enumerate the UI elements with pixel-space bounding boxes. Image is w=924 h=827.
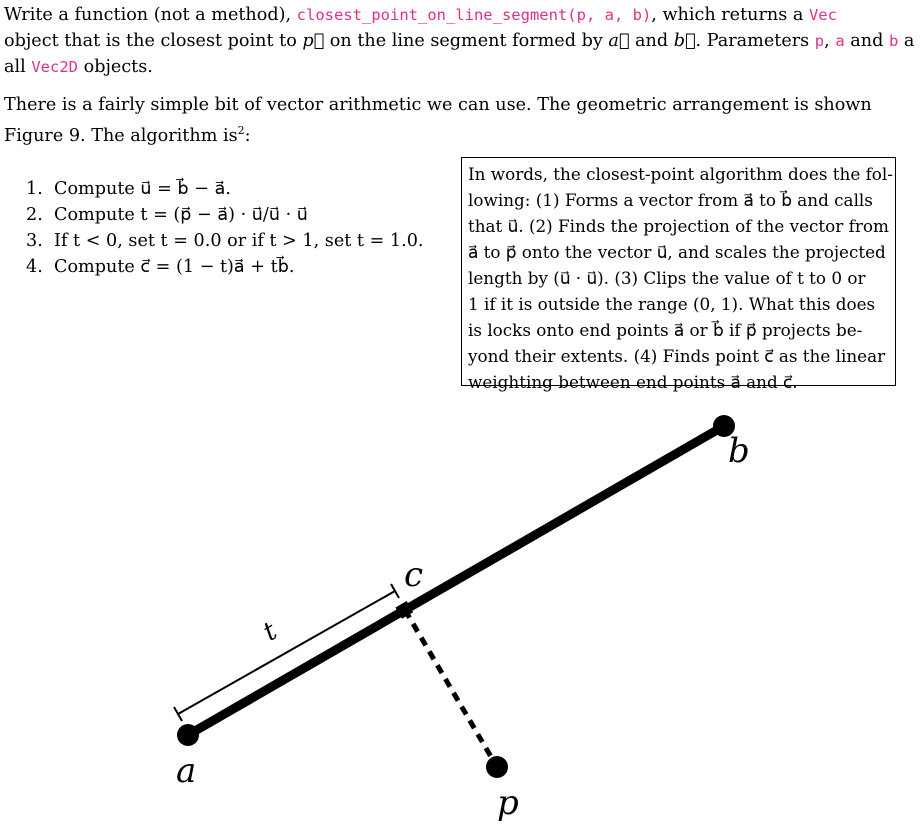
paragraph-text: : bbox=[244, 125, 251, 146]
step-number: 2. bbox=[26, 205, 43, 225]
class-name-code: Vec bbox=[808, 6, 837, 24]
intro-text: and bbox=[844, 31, 889, 51]
point-a bbox=[177, 724, 199, 746]
intro-text: objects. bbox=[78, 57, 153, 77]
vec2d-code: Vec2D bbox=[31, 58, 79, 76]
label-t: t bbox=[258, 616, 283, 648]
label-a: a bbox=[176, 751, 197, 791]
footnote-marker: 2 bbox=[237, 124, 245, 137]
box-line: a⃗ to p⃗ onto the vector u⃗, and scales the projected bbox=[468, 242, 886, 262]
paragraph-line: There is a fairly simple bit of vector arithmetic we can use. The geometric arrangement is shown bbox=[4, 95, 872, 115]
param-a-code: a bbox=[835, 32, 845, 50]
intro-text: object that is the closest point to bbox=[4, 31, 303, 51]
intro-text: a bbox=[898, 31, 915, 51]
intro-text: , which returns a bbox=[651, 5, 809, 25]
t-measure-tick-start bbox=[174, 707, 182, 721]
param-b-code: b bbox=[888, 32, 899, 50]
vector-b: b⃗ bbox=[673, 31, 696, 51]
box-line: lowing: (1) Forms a vector from a⃗ to b⃗ and calls bbox=[468, 190, 873, 210]
vector-p: p⃗ bbox=[302, 31, 325, 51]
function-signature-code: closest_point_on_line_segment(p, a, b) bbox=[296, 6, 652, 24]
vector-a: a⃗ bbox=[608, 31, 630, 51]
box-line: yond their extents. (4) Finds point c⃗ as the linear bbox=[468, 346, 886, 366]
step-text: Compute u⃗ = b⃗ − a⃗. bbox=[54, 179, 231, 199]
intro-text: Write a function (not a method), bbox=[4, 5, 297, 25]
step-text: If t < 0, set t = 0.0 or if t > 1, set t = 1.0. bbox=[54, 231, 424, 251]
segment-ab bbox=[188, 426, 724, 735]
perpendicular-cp bbox=[405, 610, 497, 767]
intro-text: on the line segment formed by bbox=[324, 31, 609, 51]
intro-text: and bbox=[629, 31, 674, 51]
box-line: length by (u⃗ · u⃗). (3) Clips the value of t to 0 or bbox=[468, 268, 866, 288]
label-b: b bbox=[728, 431, 750, 471]
step-number: 1. bbox=[26, 179, 43, 199]
box-line: that u⃗. (2) Finds the projection of the vector from bbox=[468, 216, 889, 236]
box-line: is locks onto end points a⃗ or b⃗ if p⃗ projects be- bbox=[468, 320, 863, 340]
param-p-code: p bbox=[814, 32, 825, 50]
label-p: p bbox=[497, 783, 519, 823]
intro-text: all bbox=[4, 57, 32, 77]
paragraph-text: Figure 9. The algorithm is bbox=[4, 125, 238, 146]
t-measure-line bbox=[178, 591, 395, 714]
box-line: weighting between end points a⃗ and c⃗. bbox=[468, 372, 798, 392]
point-p bbox=[486, 756, 508, 778]
box-line: In words, the closest-point algorithm does the fol- bbox=[468, 164, 893, 184]
step-text: Compute c⃗ = (1 − t)a⃗ + tb⃗. bbox=[54, 257, 295, 277]
step-number: 4. bbox=[26, 257, 43, 277]
t-measure-tick-end bbox=[391, 584, 399, 598]
label-c: c bbox=[404, 555, 424, 595]
step-text: Compute t = (p⃗ − a⃗) · u⃗/u⃗ · u⃗ bbox=[54, 205, 308, 225]
intro-text: . Parameters bbox=[695, 31, 815, 51]
box-line: 1 if it is outside the range (0, 1). What this does bbox=[468, 294, 876, 314]
step-number: 3. bbox=[26, 231, 43, 251]
intro-text: , bbox=[824, 31, 836, 51]
